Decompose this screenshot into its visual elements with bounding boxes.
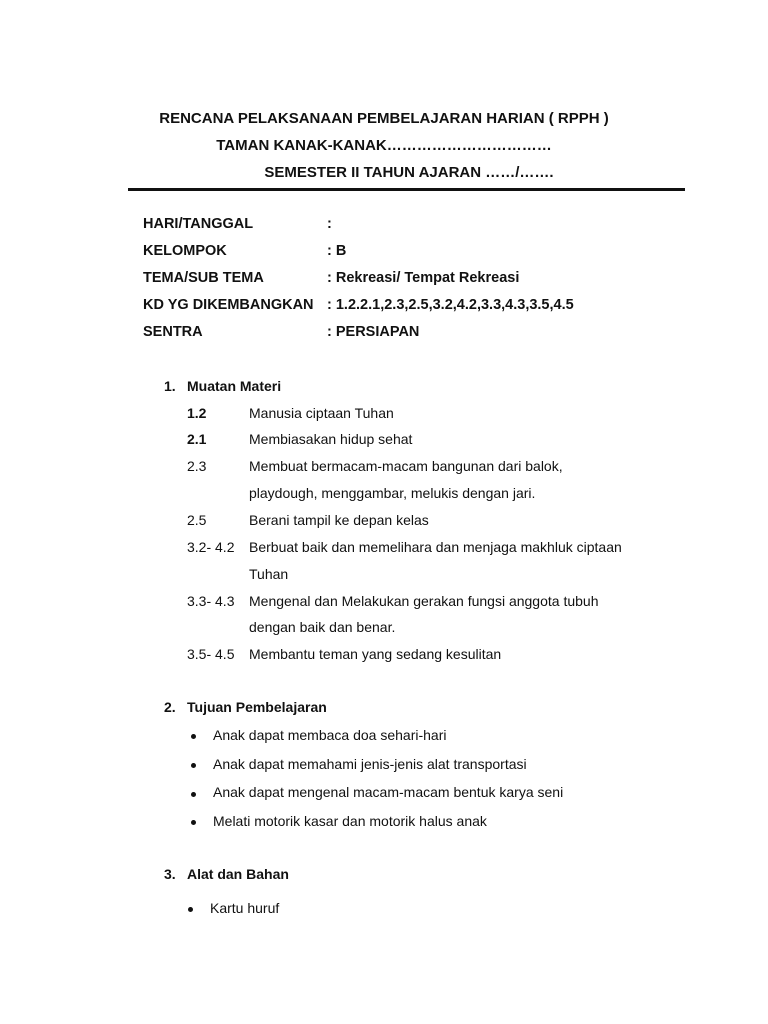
info-value-kelompok: : B (327, 243, 347, 259)
school-name-line: TAMAN KANAK-KANAK…………………………… (216, 137, 552, 154)
semester-line: SEMESTER II TAHUN AJARAN ……/……. (264, 164, 554, 181)
info-value-kd: : 1.2.2.1,2.3,2.5,3.2,4.2,3.3,4.3,3.5,4.5 (327, 297, 574, 313)
item-code: 3.2- 4.2 (187, 539, 235, 555)
list-item: Anak dapat memahami jenis-jenis alat transportasi (213, 756, 527, 772)
bullet-icon (191, 734, 196, 739)
item-code: 3.5- 4.5 (187, 646, 235, 662)
bullet-icon (191, 763, 196, 768)
bullet-icon (191, 792, 196, 797)
list-item: Melati motorik kasar dan motorik halus anak (213, 813, 487, 829)
item-text-continuation: dengan baik dan benar. (249, 619, 396, 635)
info-label-tema: TEMA/SUB TEMA (143, 270, 264, 286)
section-number: 2. (164, 699, 176, 715)
section-title: Alat dan Bahan (187, 866, 289, 882)
section-number: 1. (164, 378, 176, 394)
item-code: 2.3 (187, 458, 207, 474)
info-label-hari-tanggal: HARI/TANGGAL (143, 216, 254, 232)
item-text: Berani tampil ke depan kelas (249, 512, 429, 528)
item-text: Manusia ciptaan Tuhan (249, 405, 394, 421)
info-label-sentra: SENTRA (143, 324, 203, 340)
info-value-hari-tanggal: : (327, 216, 332, 232)
item-text: Mengenal dan Melakukan gerakan fungsi anggota tubuh (249, 593, 599, 609)
item-code: 2.1 (187, 431, 207, 447)
item-text: Membantu teman yang sedang kesulitan (249, 646, 502, 662)
item-text: Membiasakan hidup sehat (249, 431, 413, 447)
item-text: Membuat bermacam-macam bangunan dari balok, (249, 458, 563, 474)
item-code: 1.2 (187, 405, 207, 421)
item-text-continuation: Tuhan (249, 566, 289, 582)
bullet-icon (188, 907, 193, 912)
info-label-kelompok: KELOMPOK (143, 243, 227, 259)
list-item: Kartu huruf (210, 900, 280, 916)
header-divider (128, 188, 685, 191)
info-label-kd: KD YG DIKEMBANGKAN (143, 297, 314, 313)
section-number: 3. (164, 866, 176, 882)
document-title: RENCANA PELAKSANAAN PEMBELAJARAN HARIAN ( RPPH ) (159, 110, 609, 127)
bullet-icon (191, 820, 196, 825)
section-title: Muatan Materi (187, 378, 282, 394)
item-text: Berbuat baik dan memelihara dan menjaga makhluk ciptaan (249, 539, 622, 555)
item-text-continuation: playdough, menggambar, melukis dengan jari. (249, 485, 536, 501)
item-code: 2.5 (187, 512, 207, 528)
list-item: Anak dapat membaca doa sehari-hari (213, 727, 447, 743)
info-value-tema: : Rekreasi/ Tempat Rekreasi (327, 270, 520, 286)
item-code: 3.3- 4.3 (187, 593, 235, 609)
section-title: Tujuan Pembelajaran (187, 699, 327, 715)
list-item: Anak dapat mengenal macam-macam bentuk karya seni (213, 784, 564, 800)
info-value-sentra: : PERSIAPAN (327, 324, 420, 340)
